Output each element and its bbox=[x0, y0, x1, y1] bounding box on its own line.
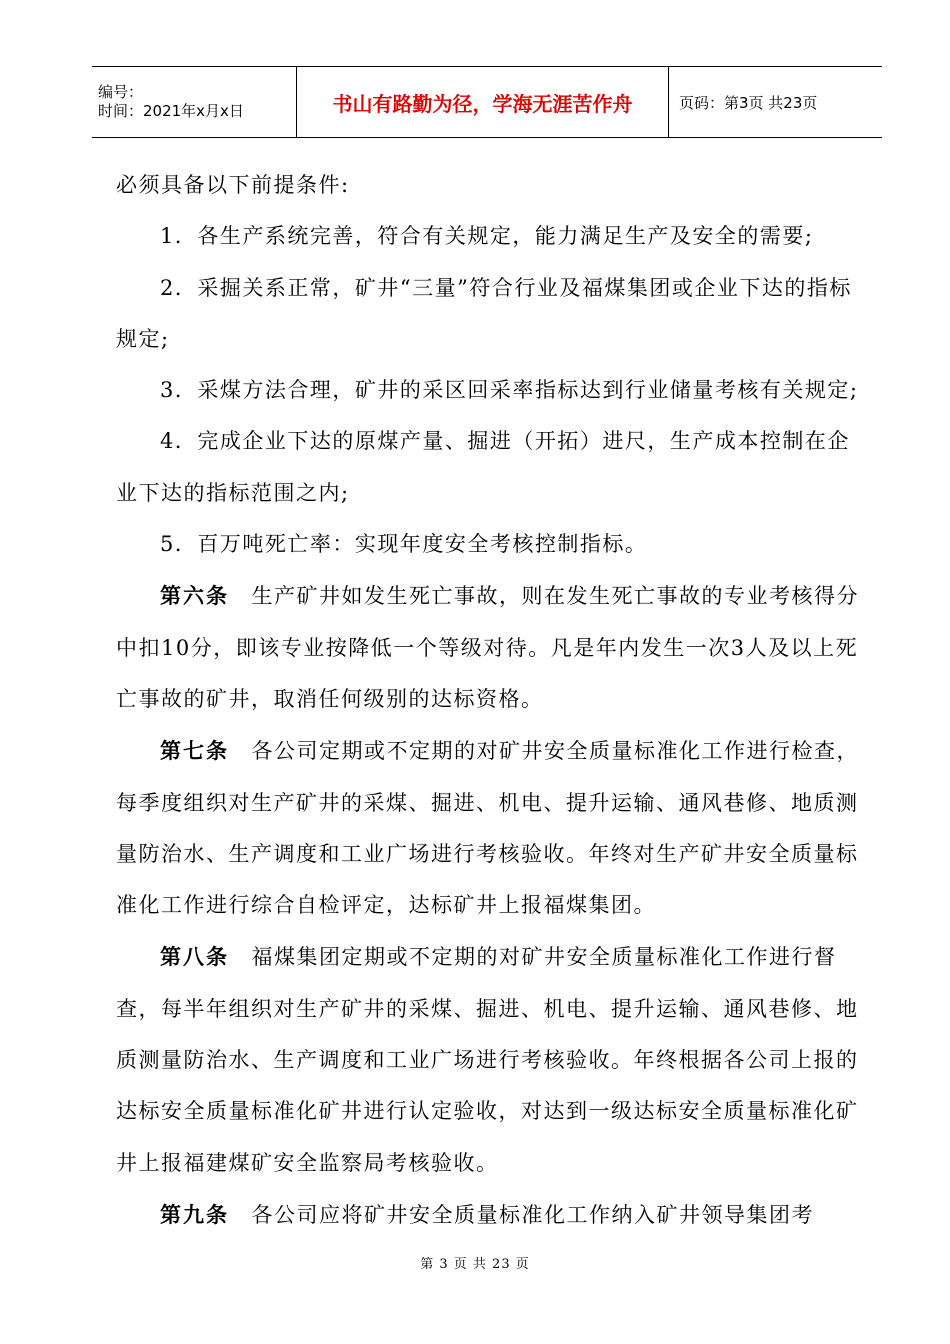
article-text: 各公司定期或不定期的对矿井安全质量标准化工作进行检查，每季度组织对生产矿井的采煤、掘进、机电、提升运输、通风巷修、地质测量防治水、生产调度和工业广场进行考核验收。年终对生产矿井安全质量标准化工作进行综合自检评定，达标矿井上报福煤集团。 bbox=[116, 739, 859, 918]
header-meta bbox=[92, 67, 297, 137]
page-footer: 第 3 页 共 23 页 bbox=[420, 1257, 530, 1272]
header-motto: 书山有路勤为径，学海无涯苦作舟 bbox=[297, 67, 669, 137]
header-page-number: 页码：第3页 共23页 bbox=[679, 93, 818, 112]
list-item: 4．完成企业下达的原煤产量、掘进（开拓）进尺，生产成本控制在企业下达的指标范围之内; bbox=[116, 429, 850, 505]
list-item: 2．采掘关系正常，矿井“三量”符合行业及福煤集团或企业下达的指标规定; bbox=[116, 275, 852, 351]
article-text: 各公司应将矿井安全质量标准化工作纳入矿井领导集团考 bbox=[251, 1202, 814, 1227]
article-paragraph bbox=[116, 570, 861, 725]
article-title: 第六条 bbox=[160, 583, 229, 609]
list-item: 5．百万吨死亡率：实现年度安全考核控制指标。 bbox=[160, 532, 648, 557]
article-paragraph bbox=[116, 725, 861, 931]
list-item: 3．采煤方法合理，矿井的采区回采率指标达到行业储量考核有关规定; bbox=[160, 378, 859, 403]
article-title: 第九条 bbox=[160, 1201, 229, 1227]
page-header bbox=[92, 66, 882, 138]
article-title: 第八条 bbox=[160, 944, 229, 970]
intro-paragraph: 必须具备以下前提条件: bbox=[116, 173, 350, 197]
article-text: 生产矿井如发生死亡事故，则在发生死亡事故的专业考核得分中扣10分，即该专业按降低一个等级对待。凡是年内发生一次3人及以上死亡事故的矿井，取消任何级别的达标资格。 bbox=[116, 584, 859, 711]
article-paragraph bbox=[116, 931, 861, 1188]
article-text: 福煤集团定期或不定期的对矿井安全质量标准化工作进行督查，每半年组织对生产矿井的采煤、掘进、机电、提升运输、通风巷修、地质测量防治水、生产调度和工业广场进行考核验收。年终根据各公司上报的达标安全质量标准化矿井进行认定验收，对达到一级达标安全质量标准化矿井上报福建煤矿安全监察局考核验收。 bbox=[116, 945, 859, 1175]
document-body bbox=[116, 160, 861, 1241]
document-time-label: 时间：2021年x月x日 bbox=[98, 102, 244, 120]
article-title: 第七条 bbox=[160, 738, 229, 764]
list-item: 1．各生产系统完善，符合有关规定，能力满足生产及安全的需要; bbox=[160, 224, 814, 249]
article-paragraph bbox=[116, 1189, 861, 1241]
document-number-label: 编号： bbox=[98, 83, 144, 101]
